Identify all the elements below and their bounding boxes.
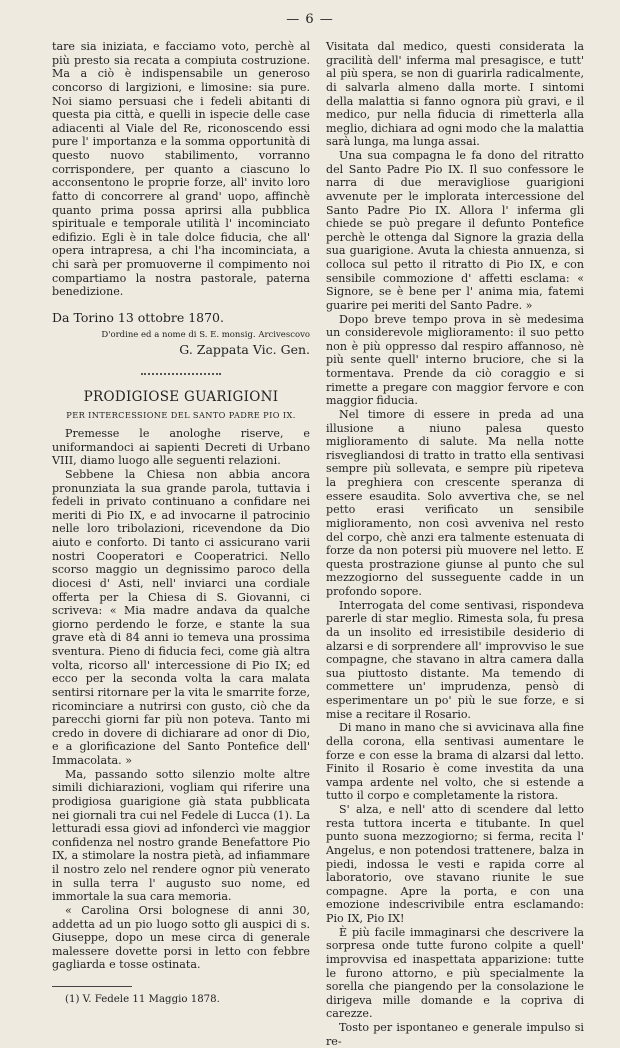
right-paragraph: Interrogata del come sentivasi, rispondeva parerle di star meglio. Rimesta sola, fu presa da un insolito ed irresistibile desiderio di alzarsi e di sorprendere all' improvviso le sue compagne, che stavano in altra camera dalla sua piuttosto distante. Ma temendo di commettere un' imprudenza, pensò di esperimentare un po' più le sue forze, e si mise a recitare il Rosario. bbox=[326, 598, 584, 721]
right-paragraph: Visitata dal medico, questi considerata la gracilità dell' inferma mal presagisce, e tutt' al più spera, se non di guarirla radicalmente, di salvarla almeno dalla morte. I sintomi della malattia si fanno ognora più gravi, e il medico, pur nella fiducia di rimetterla alla meglio, dichiara ad ogni modo che la malattia sarà lunga, ma lunga assai. bbox=[326, 40, 584, 149]
page-number: — 6 — bbox=[286, 12, 334, 27]
article-paragraph: Premesse le anologhe riserve, e uniformandoci ai sapienti Decreti di Urbano VIII, diamo luogo alle seguenti relazioni. bbox=[52, 427, 310, 468]
right-paragraph: È più facile immaginarsi che descrivere la sorpresa onde tutte furono colpite a quell' improvvisa ed inaspettata apparizione: tutte le furono attorno, e più specialmente la sorella che piangendo per la consolazione le dirigeva mille domande e la copriva di carezze. bbox=[326, 925, 584, 1021]
article-paragraph: Sebbene la Chiesa non abbia ancora pronunziata la sua grande parola, tuttavia i fedeli in privato continuano a confidare nei meriti di Pio IX, e ad invocarne il patrocinio nelle loro tribolazioni, ricevendone da Dio aiuto e conforto. Di tanto ci assicurano varii nostri Cooperatori e Cooperatrici. Nello scorso maggio un degnissimo paroco della diocesi d' Asti, nell' inviarci una cordiale offerta per la Chiesa di S. Giovanni, ci scriveva: « Mia madre andava da qualche giorno perdendo le forze, e stante la sua grave età di 84 anni io temeva una prossima sventura. Pieno di fiducia feci, come già altra volta, ricorso all' intercessione di Pio IX; ed ecco per la seconda volta la cara malata sentirsi ritornare per la vita le smarrite forze, ricominciare a nutrirsi con gusto, ciò che da parecchi giorni far più non poteva. Tanto mi credo in dovere di dichiarare ad onor di Dio, e a glorificazione del Santo Pontefice dell' Immacolata. » bbox=[52, 467, 310, 767]
right-paragraph: Tosto per ispontaneo e generale impulso si re- bbox=[326, 1021, 584, 1048]
article-subtitle: PER INTERCESSIONE DEL SANTO PADRE PIO IX. bbox=[66, 410, 296, 421]
right-paragraph: Una sua compagna le fa dono del ritratto del Santo Padre Pio IX. Il suo confessore le narra di due meravigliose guarigioni avvenute per le implorata intercessione del Santo Padre Pio IX. Allora l' inferma gli chiede se può pregare il defunto Pontefice perchè le ottenga dal Signore la grazia della sua guarigione. Avuta la chiesta annuenza, si colloca sul petto il ritratto di Pio IX, e con sensibile commozione d' affetti esclama: « Signore, se è bene per l' anima mia, fatemi guarire pei meriti del Santo Padre. » bbox=[326, 149, 584, 312]
right-column bbox=[326, 40, 584, 1048]
footnote-rule bbox=[52, 986, 132, 987]
left-column bbox=[52, 40, 310, 1007]
intro-paragraph: tare sia iniziata, e facciamo voto, perchè al più presto sia recata a compiuta costruzione. Ma a ciò è indispensabile un generoso concorso di largizioni, e limosine: sia pure. Noi siamo persuasi che i fedeli abitanti di questa pia città, e quelli in ispecie delle case adiacenti al Viale del Re, riconoscendo essi pure l' importanza e la somma opportunità di questo nuovo stabilimento, vorranno corrispondere, per quanto a ciascuno lo acconsentono le proprie forze, all' invito loro fatto di concorrere al grand' uopo, affinchè quanto prima possa aprirsi alla pubblica spirituale e temporale utilità l' incominciato edifizio. Egli è in tale dolce fiducia, che all' opera intrapresa, a chi l'ha incominciata, a chi sarà per promuoverne il compimento noi compartiamo la nostra pastorale, paterna benedizione. bbox=[52, 40, 310, 299]
order-line: D'ordine ed a nome di S. E. monsig. Arcivescovo bbox=[101, 329, 310, 340]
right-paragraph: Dopo breve tempo prova in sè medesima un considerevole miglioramento: il suo petto non è più oppresso dal respiro affannoso, nè più sente quell' interno bruciore, che si la tormentava. Prende da ciò coraggio e si rimette a pregare con maggior fervore e con maggior fiducia. bbox=[326, 312, 584, 408]
right-paragraph: Nel timore di essere in preda ad una illusione a niuno palesa questo miglioramento di salute. Ma nella notte risvegliandosi di tratto in tratto ella sentivasi sempre più sollevata, e sempre più ripeteva la preghiera con crescente speranza di essere esaudita. Solo avvertiva che, se nel petto erasi verificato un sensibile miglioramento, non così avveniva nel resto del corpo, chè anzi era talmente estenuata di forze da non potersi più muovere nel letto. E questa prostrazione giunse al punto che sul mezzogiorno del susseguente cadde in un profondo sopore. bbox=[326, 407, 584, 598]
right-paragraph: S' alza, e nell' atto di scendere dal letto resta tuttora incerta e titubante. In quel punto suona mezzogiorno; si ferma, recita l' Angelus, e non potendosi trattenere, balza in piedi, indossa le vesti e rapida corre al laboratorio, ove stavano riunite le sue compagne. Apre la porta, e con una emozione indescrivibile entra esclamando: Pio IX, Pio IX! bbox=[326, 803, 584, 925]
signature: G. Zappata Vic. Gen. bbox=[179, 342, 310, 358]
article-paragraph: « Carolina Orsi bolognese di anni 30, addetta ad un pio luogo sotto gli auspici di s. Giuseppe, dopo un mese circa di generale malessere dovette porsi in letto con febbre gagliarda e tosse ostinata. bbox=[52, 903, 310, 972]
footnote: (1) V. Fedele 11 Maggio 1878. bbox=[65, 994, 220, 1005]
right-paragraph: Di mano in mano che si avvicinava alla fine della corona, ella sentivasi aumentare le forze e con esse la brama di alzarsi dal letto. Finito il Rosario è come investita da una vampa ardente nel volto, che si estende a tutto il corpo e completamente la ristora. bbox=[326, 721, 584, 803]
section-divider bbox=[141, 373, 221, 381]
dateline-text: Da Torino 13 ottobre 1870. bbox=[52, 309, 224, 325]
article-paragraph: Ma, passando sotto silenzio molte altre simili dichiarazioni, vogliam qui riferire una prodigiosa guarigione già stata pubblicata nei giornali tra cui nel Fedele di Lucca (1). La letturadi essa giovi ad infondercì vie maggior confidenza nel nostro grande Benefattore Pio IX, a stimolare la nostra pietà, ad infiammare il nostro zelo nel rendere ognor più venerato in sulla terra l' augusto suo nome, ed immortale la sua cara memoria. bbox=[52, 767, 310, 904]
dateline bbox=[52, 311, 310, 325]
article-title: PRODIGIOSE GUARIGIONI bbox=[83, 388, 279, 405]
